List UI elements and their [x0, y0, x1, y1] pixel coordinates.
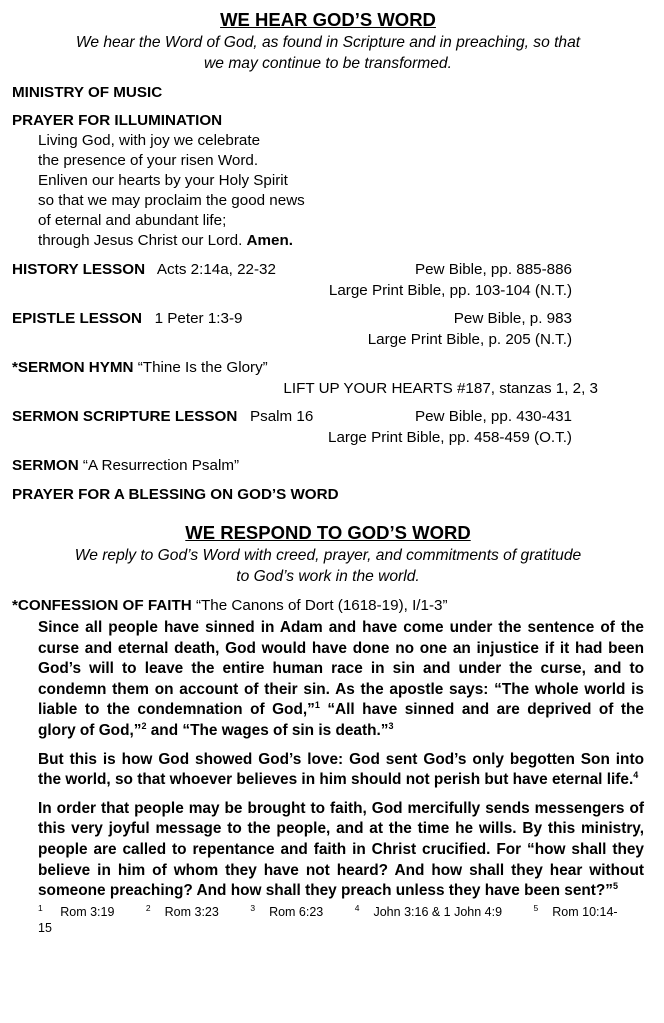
respond-title: WE RESPOND TO GOD’S WORD — [185, 522, 471, 543]
amen: Amen. — [246, 232, 293, 249]
footnote — [250, 902, 337, 919]
sermon-scripture-heading: SERMON SCRIPTURE LESSON — [12, 408, 238, 425]
footnote — [38, 902, 128, 919]
confession-text-part: But this is how God showed God’s love: God sent God’s only begotten Son into the world, so that whoever believes in him should not perish but have eternal life. — [38, 750, 644, 789]
history-lesson — [12, 259, 644, 301]
ministry-of-music-heading: MINISTRY OF MUSIC — [12, 84, 163, 101]
hear-title: WE HEAR GOD’S WORD — [220, 9, 436, 30]
prayer-illumination — [12, 110, 644, 251]
prayer-illumination-text — [12, 131, 644, 251]
footnote-text: John 3:16 & 1 John 4:9 — [373, 904, 503, 919]
hear-subtitle — [12, 32, 644, 74]
history-lesson-heading: HISTORY LESSON — [12, 261, 146, 278]
confession-paragraph-3 — [38, 799, 644, 902]
history-lesson-left — [12, 259, 276, 280]
prayer-line: so that we may proclaim the good news — [38, 192, 305, 209]
prayer-line: of eternal and abundant life; — [38, 212, 227, 229]
footnote-number: 2 — [145, 902, 151, 913]
sermon-hymn-line — [12, 357, 644, 378]
sermon-scripture-reference: Psalm 16 — [249, 408, 314, 425]
sermon-heading: SERMON — [12, 457, 79, 474]
epistle-lesson-row — [12, 308, 644, 329]
sermon-scripture-row — [12, 406, 644, 427]
hear-section-header — [12, 8, 644, 74]
prayer-line: Living God, with joy we celebrate — [38, 132, 261, 149]
footnote-number: 3 — [250, 902, 256, 913]
epistle-lesson — [12, 308, 644, 350]
footnote-mark: 5 — [613, 881, 619, 891]
confession-paragraph-1 — [38, 618, 644, 742]
confession-text-part: Since all people have sinned in Adam and have come under the sentence of the curse and eternal death, God would have done no one an injustice if it had been God’s will to leave the entire human race in sin and under the curse, and to condemn them on account of their sin. As the apostle says: “The whole world is liable to the condemnation of God,” — [38, 619, 644, 719]
sermon-scripture-left — [12, 406, 313, 427]
confession-heading-line — [12, 595, 644, 616]
respond-subtitle-line1: We reply to God’s Word with creed, prayer, and commitments of gratitude — [74, 547, 582, 564]
epistle-lesson-left — [12, 308, 242, 329]
footnote-text: Rom 10:14-15 — [38, 904, 618, 935]
epistle-lesson-heading: EPISTLE LESSON — [12, 310, 142, 327]
footnote-number: 5 — [533, 902, 539, 913]
footnote-mark: 4 — [633, 770, 639, 781]
confession-text-part: In order that people may be brought to faith, God mercifully sends messengers of this very joyful message to the people, and at the time he wills. By this ministry, people are called to repentance and faith in Christ crucified. For “how shall they believe in him of whom they have not heard? And how shall they hear without someone preaching? And how shall they preach unless they have been sent?” — [38, 799, 644, 900]
footnote-text: Rom 3:23 — [164, 904, 219, 919]
hear-subtitle-line2: we may continue to be transformed. — [204, 55, 452, 72]
sermon-scripture-large-print: Large Print Bible, pp. 458-459 (O.T.) — [328, 429, 572, 446]
sermon-scripture-pew-bible: Pew Bible, pp. 430-431 — [414, 408, 572, 425]
prayer-line: Enliven our hearts by your Holy Spirit — [38, 172, 288, 189]
footnote — [145, 902, 233, 919]
confession-text-part: “All have sinned and are deprived of the glory of God,” — [38, 701, 644, 739]
footnote-text: Rom 6:23 — [269, 904, 324, 919]
prayer-line-final — [38, 231, 644, 251]
footnote — [354, 902, 516, 919]
epistle-large-print: Large Print Bible, p. 205 (N.T.) — [367, 331, 572, 348]
prayer-illumination-heading: PRAYER FOR ILLUMINATION — [12, 112, 223, 129]
footnote-mark: 2 — [141, 720, 147, 731]
footnote-number: 4 — [354, 902, 360, 913]
history-lesson-row — [12, 259, 644, 280]
bulletin-page — [12, 8, 644, 936]
respond-subtitle — [12, 545, 644, 587]
sermon-hymn-source: LIFT UP YOUR HEARTS #187, stanzas 1, 2, 3 — [283, 380, 598, 397]
confession-text-part: and “The wages of sin is death.” — [146, 721, 389, 739]
respond-section-header — [12, 521, 644, 587]
footnotes — [12, 904, 644, 936]
blessing-heading: PRAYER FOR A BLESSING ON GOD’S WORD — [12, 486, 339, 503]
confession-of-faith — [12, 595, 644, 936]
sermon-hymn-heading: *SERMON HYMN — [12, 359, 134, 376]
history-large-print: Large Print Bible, pp. 103-104 (N.T.) — [328, 282, 572, 299]
confession-paragraph-2 — [38, 750, 644, 791]
epistle-lesson-reference: 1 Peter 1:3-9 — [154, 310, 243, 327]
sermon-scripture-lesson — [12, 406, 644, 448]
sermon — [12, 455, 644, 476]
confession-source: “The Canons of Dort (1618-19), I/1-3” — [195, 597, 448, 614]
prayer-line: the presence of your risen Word. — [38, 152, 259, 169]
hear-subtitle-line1: We hear the Word of God, as found in Scripture and in preaching, so that — [75, 34, 581, 51]
confession-text — [12, 618, 644, 902]
footnote-mark: 3 — [388, 720, 394, 731]
footnote-text: Rom 3:19 — [60, 904, 115, 919]
footnote-number: 1 — [38, 902, 43, 913]
sermon-title: “A Resurrection Psalm” — [82, 457, 240, 474]
sermon-hymn — [12, 357, 644, 399]
footnote-mark: 1 — [314, 700, 320, 711]
sermon-hymn-title: “Thine Is the Glory” — [137, 359, 268, 376]
history-lesson-reference: Acts 2:14a, 22-32 — [156, 261, 276, 278]
history-pew-bible: Pew Bible, pp. 885-886 — [414, 261, 572, 278]
respond-subtitle-line2: to God’s work in the world. — [236, 568, 420, 585]
epistle-pew-bible: Pew Bible, p. 983 — [453, 310, 572, 327]
confession-heading: *CONFESSION OF FAITH — [12, 597, 192, 614]
prayer-line: through Jesus Christ our Lord. — [38, 232, 243, 249]
